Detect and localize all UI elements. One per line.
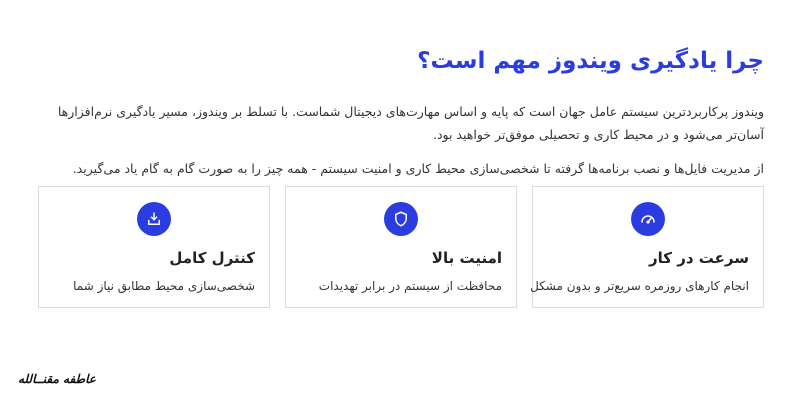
feature-card-description: شخصی‌سازی محیط مطابق نیاز شما	[73, 279, 255, 293]
feature-card-description: انجام کارهای روزمره سریع‌تر و بدون مشکل	[530, 279, 749, 293]
intro-paragraph: ویندوز پرکاربردترین سیستم عامل جهان است که پایه و اساس مهارت‌های دیجیتال شماست. با تسلط بر ویندوز، مسیر یادگیری نرم‌افزارها آسان‌تر می‌شود و در محیط کاری و تحصیلی موفق‌تر خواهید بود.	[57, 104, 764, 142]
settings-download-icon	[137, 202, 171, 236]
feature-card-title: کنترل کامل	[169, 249, 255, 267]
why-learn-windows-section	[38, 0, 764, 293]
feature-card-title: سرعت در کار	[649, 249, 749, 267]
speedometer-icon	[631, 202, 665, 236]
feature-cards	[38, 186, 764, 308]
topics-paragraph: از مدیریت فایل‌ها و نصب برنامه‌ها گرفته تا شخصی‌سازی محیط کاری و امنیت سیستم - همه چیز را به صورت گام به گام یاد می‌گیرید.	[72, 161, 764, 176]
section-title: چرا یادگیری ویندوز مهم است؟	[417, 48, 764, 74]
feature-card-control	[38, 186, 270, 308]
feature-card-speed	[532, 186, 764, 308]
brand-logo: عاطفه مقنــالله	[18, 372, 96, 386]
feature-card-description: محافظت از سیستم در برابر تهدیدات	[318, 279, 502, 293]
feature-card-title: امنیت بالا	[431, 249, 502, 267]
shield-icon	[384, 202, 418, 236]
feature-card-security	[285, 186, 517, 308]
